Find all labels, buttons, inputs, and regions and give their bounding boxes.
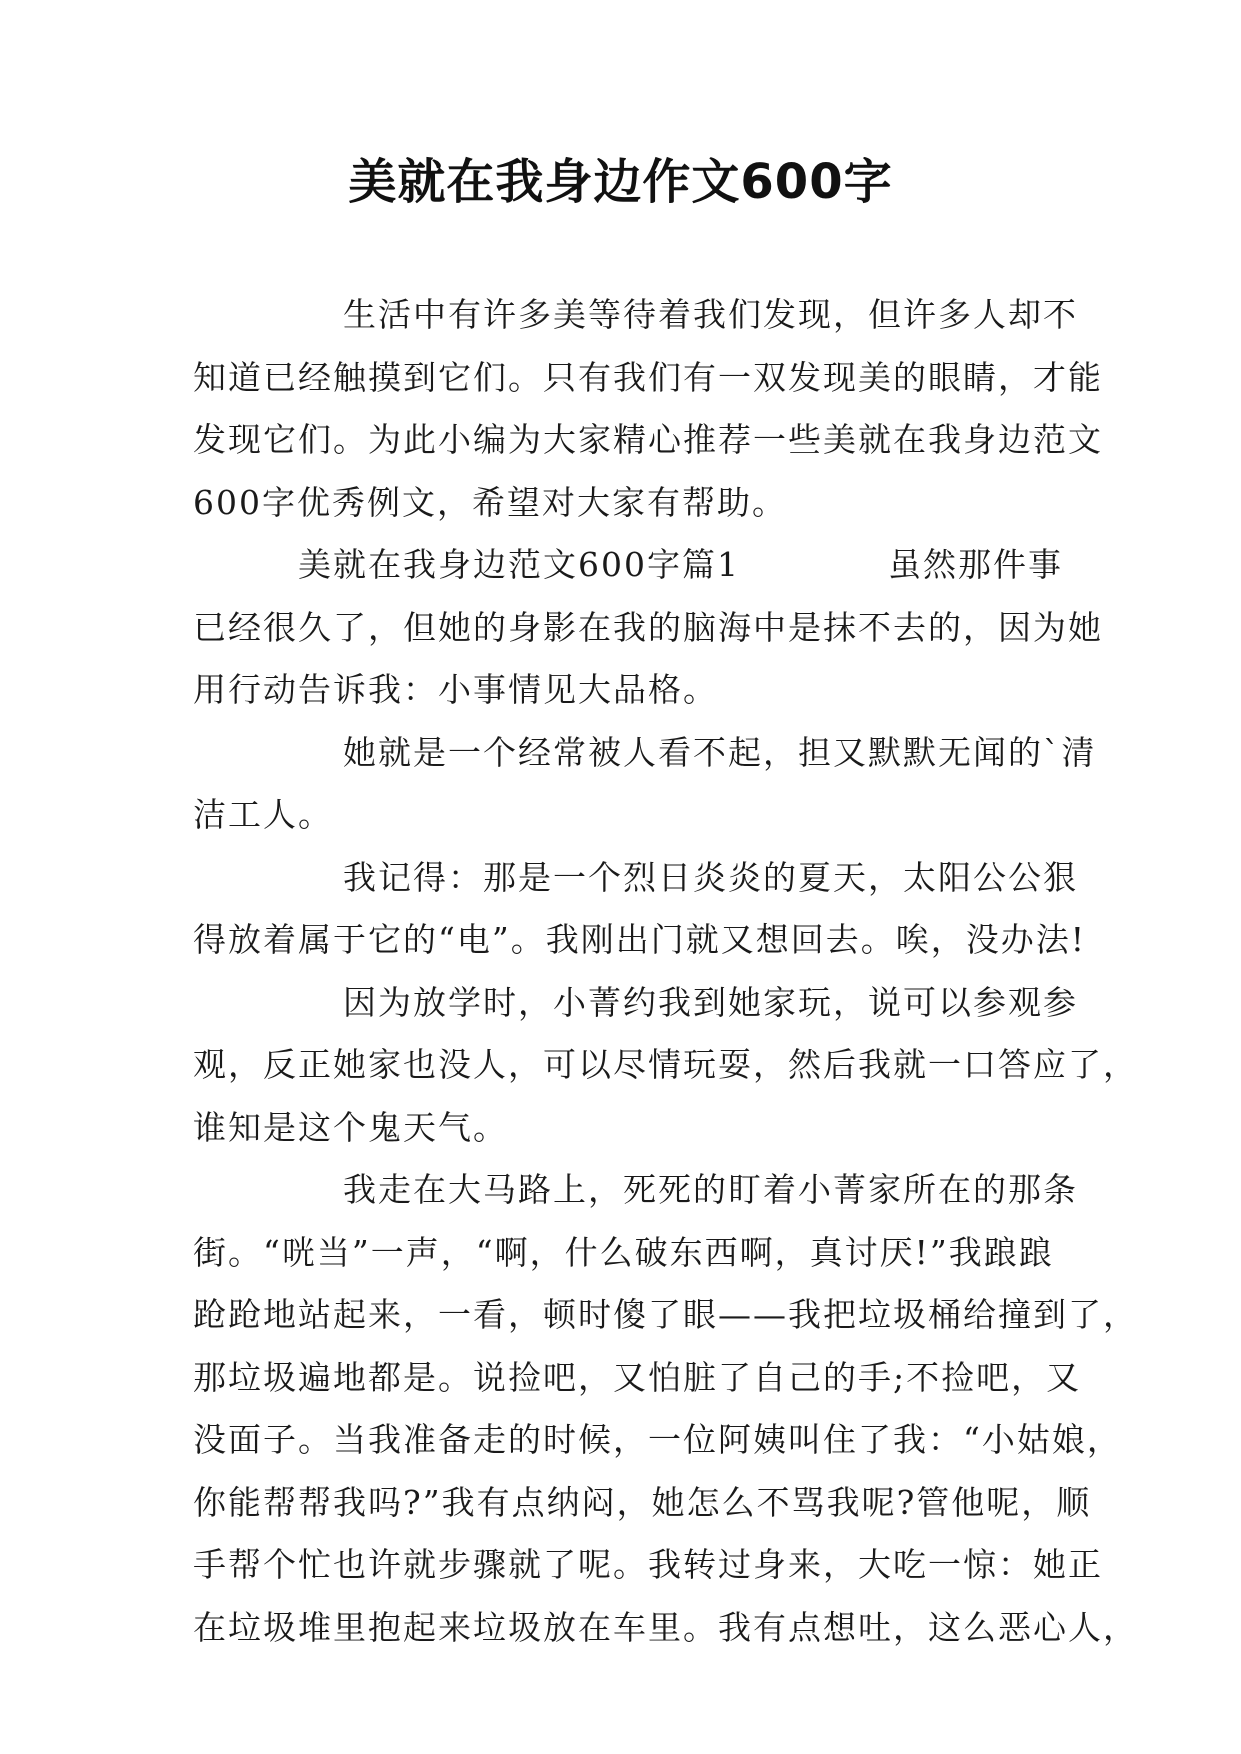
document-body — [193, 284, 1138, 1659]
paragraph5-line-4: 那垃圾遍地都是。说捡吧，又怕脏了自己的手;不捡吧，又 — [193, 1357, 1082, 1397]
paragraph5-line-1: 我走在大马路上，死死的盯着小菁家所在的那条 — [343, 1170, 1078, 1209]
paragraph3-line-2: 得放着属于它的“电”。我刚出门就又想回去。唉，没办法! — [193, 920, 1087, 959]
paragraph2-line-2: 洁工人。 — [193, 795, 333, 834]
paragraph5-line-2: 街。“咣当”一声，“啊，什么破东西啊，真讨厌!”我踉踉 — [193, 1232, 1054, 1272]
paragraph5-line-5: 没面子。当我准备走的时候，一位阿姨叫住了我：“小姑娘， — [193, 1420, 1122, 1459]
intro-line-2: 知道已经触摸到它们。只有我们有一双发现美的眼睛，才能 — [193, 357, 1103, 397]
section-heading: 美就在我身边范文600字篇1 — [298, 545, 740, 584]
paragraph3-line-1: 我记得：那是一个烈日炎炎的夏天，太阳公公狠 — [343, 857, 1078, 897]
section-first-text: 虽然那件事 — [887, 545, 1063, 584]
paragraph5-line-3: 跄跄地站起来，一看，顿时傻了眼——我把垃圾桶给撞到了， — [193, 1295, 1138, 1334]
intro-line-4: 600字优秀例文，希望对大家有帮助。 — [193, 482, 787, 522]
paragraph5-line-8: 在垃圾堆里抱起来垃圾放在车里。我有点想吐，这么恶心人， — [193, 1607, 1138, 1647]
paragraph5-line-7: 手帮个忙也许就步骤就了呢。我转过身来，大吃一惊：她正 — [193, 1545, 1103, 1584]
paragraph1-line-2: 用行动告诉我：小事情见大品格。 — [193, 670, 718, 709]
document-title: 美就在我身边作文600字 — [348, 154, 893, 210]
section-heading-line — [193, 534, 1063, 597]
paragraph4-line-3: 谁知是这个鬼天气。 — [193, 1107, 508, 1147]
paragraph1-line-1: 已经很久了，但她的身影在我的脑海中是抹不去的，因为她 — [193, 607, 1103, 647]
intro-line-1: 生活中有许多美等待着我们发现，但许多人却不 — [343, 295, 1078, 334]
paragraph2-line-1: 她就是一个经常被人看不起，担又默默无闻的`清 — [343, 732, 1097, 772]
paragraph4-line-2: 观，反正她家也没人，可以尽情玩耍，然后我就一口答应了， — [193, 1045, 1138, 1084]
intro-line-3: 发现它们。为此小编为大家精心推荐一些美就在我身边范文 — [193, 420, 1103, 459]
paragraph5-line-6: 你能帮帮我吗?”我有点纳闷，她怎么不骂我呢?管他呢，顺 — [193, 1482, 1092, 1522]
paragraph4-line-1: 因为放学时，小菁约我到她家玩，说可以参观参 — [343, 982, 1078, 1022]
